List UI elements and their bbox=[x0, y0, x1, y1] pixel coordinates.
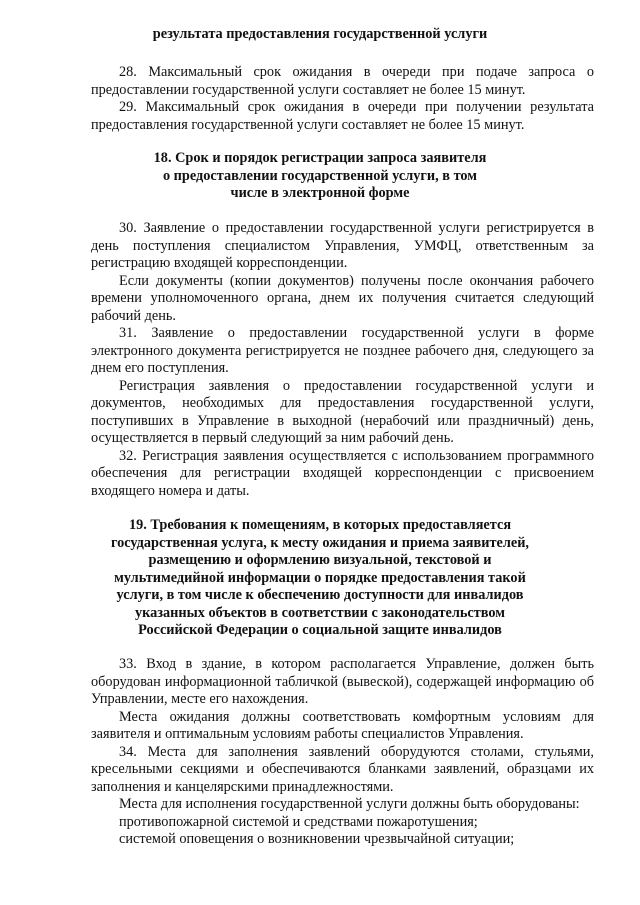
paragraph-33: 33. Вход в здание, в котором располагается Управление, должен быть оборудован информационной табличкой (вывеской), содержащей информацию об Управлении, месте его нахождения. bbox=[91, 656, 594, 707]
section-heading-continuation: результата предоставления государственной услуги bbox=[152, 26, 488, 42]
section-heading-19: 19. Требования к помещениям, в которых предоставляется государственная услуга, к месту ожидания и приема заявителей, размещению и оформлению визуальной, текстовой и мультимедийной информации о порядке предоставления такой услуги, в том числе к обеспечению доступности для инвалидов указанных объектов в соответствии с законодательством Российской Федерации о социальной защите инвалидов bbox=[110, 517, 530, 638]
section-heading-18: 18. Срок и порядок регистрации запроса заявителя о предоставлении государственной услуги, в том числе в электронной форме bbox=[153, 150, 487, 201]
paragraph-33-note: Места ожидания должны соответствовать комфортным условиям для заявителя и оптимальным условиям работы специалистов Управления. bbox=[91, 708, 594, 742]
paragraph-30: 30. Заявление о предоставлении государственной услуги регистрируется в день поступления специалистом Управления, УМФЦ, ответственным за регистрацию входящей корреспонденции. bbox=[91, 220, 594, 271]
paragraph-group-30-32 bbox=[91, 220, 594, 500]
paragraph-29: 29. Максимальный срок ожидания в очереди при получении результата предоставления государственной услуги составляет не более 15 минут. bbox=[91, 99, 594, 133]
paragraph-34-note: Места для исполнения государственной услуги должны быть оборудованы: bbox=[119, 796, 580, 812]
paragraph-31: 31. Заявление о предоставлении государственной услуги в форме электронного документа регистрируется не позднее рабочего дня, следующего за днем его поступления. bbox=[91, 325, 594, 376]
paragraph-30-note: Если документы (копии документов) получены после окончания рабочего времени уполномоченного органа, днем их получения считается следующий рабочий день. bbox=[91, 272, 594, 324]
paragraph-28: 28. Максимальный срок ожидания в очереди при подаче запроса о предоставлении государственной услуги составляет не более 15 минут. bbox=[91, 64, 594, 98]
paragraph-31-note: Регистрация заявления о предоставлении государственной услуги и документов, необходимых для предоставления государственной услуги, поступивших в Управление в выходной (нерабочий или праздничный) день, осуществляется в первый следующий за ним рабочий день. bbox=[91, 377, 594, 446]
paragraph-32: 32. Регистрация заявления осуществляется с использованием программного обеспечения для регистрации входящей корреспонденции с присвоением входящего номера и даты. bbox=[91, 447, 594, 499]
paragraph-group-33-34 bbox=[91, 656, 594, 849]
paragraph-group-28-29 bbox=[91, 64, 594, 134]
list-item-emergency-alert: системой оповещения о возникновении чрезвычайной ситуации; bbox=[119, 831, 515, 847]
list-item-fire-safety: противопожарной системой и средствами пожаротушения; bbox=[119, 813, 478, 830]
paragraph-34: 34. Места для заполнения заявлений оборудуются столами, стульями, кресельными секциями и обеспечиваются бланками заявлений, образцами их заполнения и канцелярскими принадлежностями. bbox=[91, 743, 594, 795]
